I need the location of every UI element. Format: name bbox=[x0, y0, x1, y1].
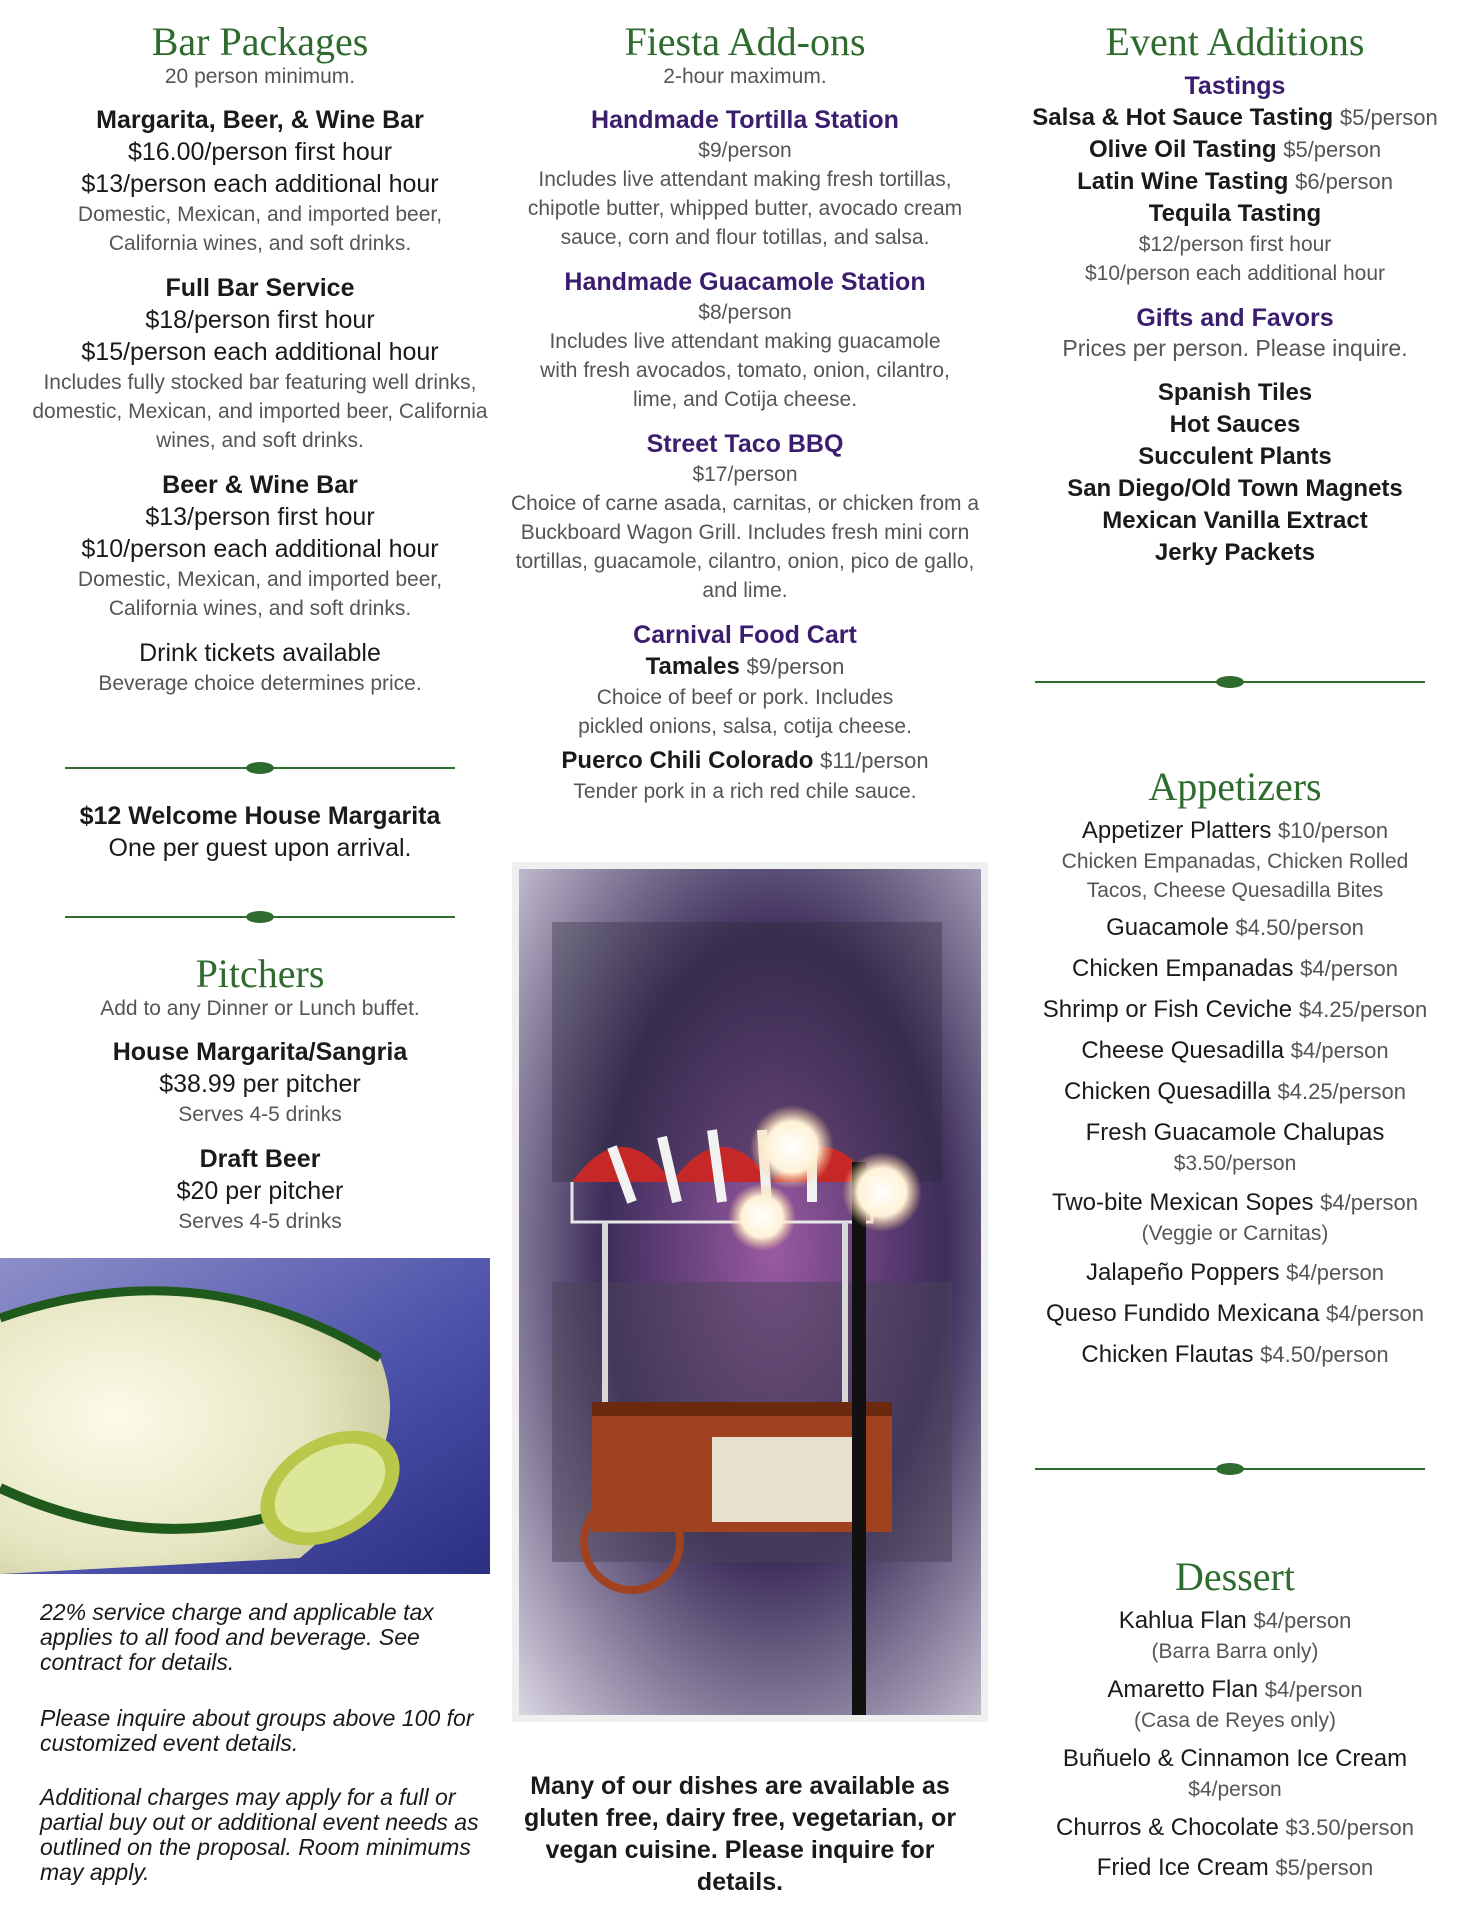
appetizer-description: (Veggie or Carnitas) bbox=[1141, 1222, 1329, 1245]
pitcher-price: $20 per pitcher bbox=[176, 1177, 344, 1205]
station-name: Handmade Guacamole Station bbox=[564, 268, 926, 296]
appetizer-item bbox=[1010, 953, 1460, 985]
dessert-description: (Barra Barra only) bbox=[1151, 1640, 1319, 1663]
appetizer-price: $4.50/person bbox=[1235, 915, 1364, 940]
tasting-price: $6/person bbox=[1295, 169, 1393, 194]
bar-item-beer-wine bbox=[0, 469, 520, 623]
gift-item: Hot Sauces bbox=[1169, 411, 1301, 438]
appetizer-name: Jalapeño Poppers bbox=[1085, 1259, 1280, 1286]
appetizers-title: Appetizers bbox=[1148, 764, 1322, 809]
appetizer-price: $4/person bbox=[1290, 1038, 1389, 1063]
appetizer-name: Appetizer Platters bbox=[1081, 817, 1272, 844]
gift-item: San Diego/Old Town Magnets bbox=[1067, 475, 1403, 502]
dessert-item bbox=[1010, 1605, 1460, 1666]
bar-packages-subtitle: 20 person minimum. bbox=[164, 65, 356, 88]
station-description: Includes live attendant making fresh tortillas, chipotle butter, whipped butter, avocado cream sauce, corn and flour totillas, and salsa. bbox=[527, 168, 963, 249]
bar-item-margarita bbox=[0, 104, 520, 258]
dessert-section bbox=[1010, 1555, 1460, 1884]
fiesta-title: Fiesta Add-ons bbox=[624, 19, 866, 64]
tasting-name: Latin Wine Tasting bbox=[1077, 168, 1289, 195]
cart-item-name: Tamales bbox=[645, 653, 740, 680]
additional-charges-note: Additional charges may apply for a full or partial buy out or additional event needs as outlined on the proposal. Room minimums may apply. bbox=[40, 1784, 479, 1885]
item-description: Domestic, Mexican, and imported beer, California wines, and soft drinks. bbox=[77, 568, 443, 620]
dessert-price: $3.50/person bbox=[1285, 1815, 1414, 1840]
station-price: $9/person bbox=[698, 139, 792, 162]
bar-packages-title: Bar Packages bbox=[151, 19, 369, 64]
fiesta-column bbox=[510, 0, 980, 806]
station-price: $17/person bbox=[692, 463, 798, 486]
pitcher-serves: Serves 4-5 drinks bbox=[178, 1210, 342, 1233]
pitcher-price: $38.99 per pitcher bbox=[159, 1070, 361, 1098]
dessert-name: Fried Ice Cream bbox=[1096, 1854, 1269, 1881]
gifts-title: Gifts and Favors bbox=[1136, 304, 1334, 332]
fiesta-subtitle: 2-hour maximum. bbox=[663, 65, 827, 88]
dessert-item bbox=[1010, 1674, 1460, 1735]
tasting-price: $5/person bbox=[1339, 105, 1438, 130]
appetizer-price: $4/person bbox=[1286, 1260, 1384, 1285]
divider-ornament bbox=[65, 761, 455, 775]
appetizer-price: $4.50/person bbox=[1260, 1342, 1389, 1367]
appetizer-name: Two-bite Mexican Sopes bbox=[1052, 1189, 1314, 1216]
dietary-note: Many of our dishes are available as gluten free, dairy free, vegetarian, or vegan cuisine. Please inquire for details. bbox=[523, 1772, 957, 1896]
drink-tickets: Drink tickets available bbox=[139, 639, 381, 667]
margarita-photo bbox=[0, 1258, 490, 1574]
tastings-title: Tastings bbox=[1184, 72, 1286, 100]
gift-item: Mexican Vanilla Extract bbox=[1102, 507, 1368, 534]
item-price-additional: $10/person each additional hour bbox=[81, 535, 439, 563]
event-column bbox=[1010, 0, 1460, 569]
appetizer-name: Fresh Guacamole Chalupas bbox=[1085, 1119, 1385, 1146]
item-description: Includes fully stocked bar featuring well drinks, domestic, Mexican, and imported beer, California wines, and soft drinks. bbox=[32, 371, 488, 452]
dessert-name: Amaretto Flan bbox=[1107, 1676, 1259, 1703]
cart-title: Carnival Food Cart bbox=[633, 621, 857, 649]
tasting-name: Salsa & Hot Sauce Tasting bbox=[1032, 104, 1334, 131]
bar-column bbox=[0, 0, 520, 698]
welcome-note: One per guest upon arrival. bbox=[108, 834, 412, 862]
appetizer-name: Shrimp or Fish Ceviche bbox=[1042, 996, 1293, 1023]
gift-item: Jerky Packets bbox=[1154, 539, 1316, 566]
appetizer-name: Guacamole bbox=[1106, 914, 1229, 941]
gifts-note: Prices per person. Please inquire. bbox=[1062, 335, 1408, 361]
groups-note: Please inquire about groups above 100 for customized event details. bbox=[40, 1705, 474, 1756]
gift-item: Succulent Plants bbox=[1138, 443, 1332, 470]
appetizer-item bbox=[1010, 1298, 1460, 1330]
appetizer-item bbox=[1010, 1257, 1460, 1289]
cart-item-price: $11/person bbox=[820, 748, 929, 773]
drink-tickets-note: Beverage choice determines price. bbox=[98, 672, 422, 695]
dessert-price: $4/person bbox=[1253, 1608, 1352, 1633]
appetizer-description: $3.50/person bbox=[1173, 1152, 1297, 1175]
service-charge-note: 22% service charge and applicable tax applies to all food and beverage. See contract for details. bbox=[40, 1599, 434, 1675]
cart-item-price: $9/person bbox=[746, 654, 845, 679]
dessert-price: $5/person bbox=[1275, 1855, 1374, 1880]
bar-item-full-bar bbox=[0, 272, 520, 455]
event-additions-title: Event Additions bbox=[1105, 19, 1365, 64]
appetizer-item bbox=[1010, 994, 1460, 1026]
dessert-item bbox=[1010, 1743, 1460, 1804]
appetizer-item bbox=[1010, 1035, 1460, 1067]
cart-item-name: Puerco Chili Colorado bbox=[561, 747, 814, 774]
gift-item: Spanish Tiles bbox=[1157, 379, 1313, 406]
item-price: $13/person first hour bbox=[145, 503, 375, 531]
tequila-price-additional: $10/person each additional hour bbox=[1084, 262, 1386, 285]
dessert-description: (Casa de Reyes only) bbox=[1134, 1709, 1336, 1732]
appetizer-item bbox=[1010, 912, 1460, 944]
dessert-title: Dessert bbox=[1175, 1554, 1295, 1599]
station-description: Includes live attendant making guacamole with fresh avocados, tomato, onion, cilantro, lime, and Cotija cheese. bbox=[540, 330, 950, 411]
dessert-name: Kahlua Flan bbox=[1118, 1607, 1247, 1634]
welcome-title: $12 Welcome House Margarita bbox=[79, 802, 441, 830]
appetizer-item bbox=[1010, 1076, 1460, 1108]
item-description: Domestic, Mexican, and imported beer, California wines, and soft drinks. bbox=[77, 203, 443, 255]
tequila-price: $12/person first hour bbox=[1138, 233, 1332, 256]
station-name: Handmade Tortilla Station bbox=[591, 106, 899, 134]
item-price-additional: $15/person each additional hour bbox=[81, 338, 439, 366]
appetizer-name: Chicken Flautas bbox=[1081, 1341, 1254, 1368]
appetizer-item bbox=[1010, 815, 1460, 905]
tasting-name: Olive Oil Tasting bbox=[1088, 136, 1277, 163]
appetizer-description: Chicken Empanadas, Chicken Rolled Tacos, Cheese Quesadilla Bites bbox=[1061, 850, 1409, 902]
station-price: $8/person bbox=[698, 301, 792, 324]
appetizer-item bbox=[1010, 1117, 1460, 1178]
appetizer-price: $4/person bbox=[1326, 1301, 1425, 1326]
dessert-item bbox=[1010, 1812, 1460, 1844]
tequila-tasting: Tequila Tasting bbox=[1148, 200, 1322, 227]
station-name: Street Taco BBQ bbox=[646, 430, 844, 458]
divider-ornament bbox=[1035, 675, 1425, 689]
pitchers-section bbox=[0, 952, 520, 1236]
item-price: $18/person first hour bbox=[145, 306, 375, 334]
appetizer-name: Cheese Quesadilla bbox=[1081, 1037, 1285, 1064]
appetizer-item bbox=[1010, 1339, 1460, 1371]
food-cart-photo bbox=[512, 862, 988, 1722]
divider-ornament bbox=[65, 910, 455, 924]
appetizer-price: $10/person bbox=[1278, 818, 1389, 843]
appetizers-section bbox=[1010, 765, 1460, 1371]
appetizer-price: $4/person bbox=[1300, 956, 1398, 981]
item-price: $16.00/person first hour bbox=[127, 138, 393, 166]
item-name: Margarita, Beer, & Wine Bar bbox=[96, 106, 424, 134]
pitcher-name: House Margarita/Sangria bbox=[112, 1038, 408, 1066]
dessert-price: $4/person bbox=[1264, 1677, 1363, 1702]
item-name: Full Bar Service bbox=[165, 274, 355, 302]
dessert-name: Churros & Chocolate bbox=[1056, 1814, 1279, 1841]
appetizer-price: $4.25/person bbox=[1277, 1079, 1406, 1104]
divider-ornament bbox=[1035, 1462, 1425, 1476]
dessert-item bbox=[1010, 1852, 1460, 1884]
appetizer-item bbox=[1010, 1187, 1460, 1248]
appetizer-price: $4.25/person bbox=[1298, 997, 1428, 1022]
welcome-margarita bbox=[0, 800, 520, 864]
dessert-description: $4/person bbox=[1188, 1778, 1282, 1801]
appetizer-name: Chicken Quesadilla bbox=[1064, 1078, 1271, 1105]
station-description: Choice of carne asada, carnitas, or chicken from a Buckboard Wagon Grill. Includes fresh mini corn tortillas, guacamole, cilantro, onion, pico de gallo, and lime. bbox=[510, 492, 980, 602]
item-name: Beer & Wine Bar bbox=[162, 471, 358, 499]
pitcher-serves: Serves 4-5 drinks bbox=[178, 1103, 342, 1126]
item-price-additional: $13/person each additional hour bbox=[81, 170, 439, 198]
cart-item-description: Tender pork in a rich red chile sauce. bbox=[573, 780, 917, 803]
pitchers-subtitle: Add to any Dinner or Lunch buffet. bbox=[100, 997, 420, 1020]
tasting-price: $5/person bbox=[1283, 137, 1382, 162]
cart-item-description: Choice of beef or pork. Includes pickled onions, salsa, cotija cheese. bbox=[578, 686, 912, 738]
appetizer-name: Queso Fundido Mexicana bbox=[1045, 1300, 1320, 1327]
dessert-name: Buñuelo & Cinnamon Ice Cream bbox=[1062, 1745, 1408, 1772]
pitcher-name: Draft Beer bbox=[199, 1145, 321, 1173]
appetizer-name: Chicken Empanadas bbox=[1072, 955, 1294, 982]
pitchers-title: Pitchers bbox=[195, 951, 325, 996]
appetizer-price: $4/person bbox=[1320, 1190, 1418, 1215]
